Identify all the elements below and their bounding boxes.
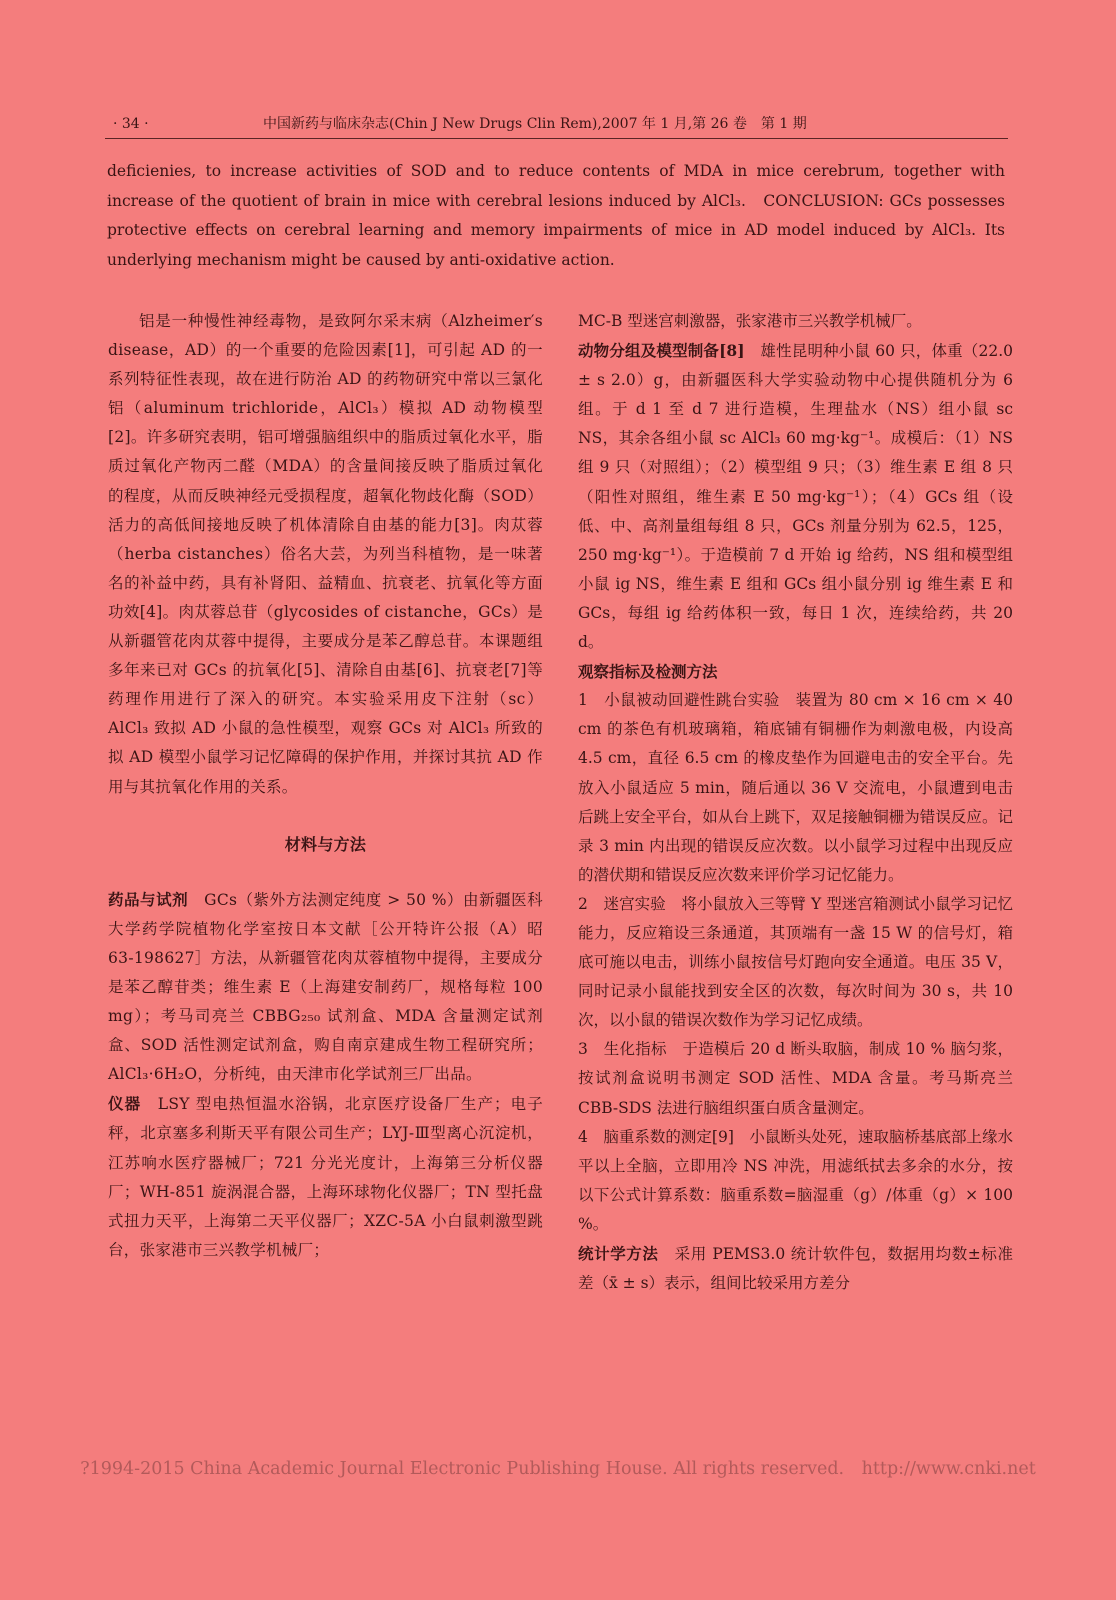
- journal-citation: 中国新药与临床杂志(Chin J New Drugs Clin Rem),2007 年 1 月,第 26 卷 第 1 期: [263, 116, 807, 132]
- item-4-text: 小鼠断头处死，速取脑桥基底部上缘水平以上全脑，立即用冷 NS 冲洗，用滤纸拭去多余的水分，按以下公式计算系数：脑重系数=脑湿重（g）/体重（g）× 100 %。: [578, 1127, 1013, 1233]
- statistics-paragraph: [578, 1239, 1013, 1298]
- animals-text: 雄性昆明种小鼠 60 只，体重（22.0 ± s 2.0）g，由新疆医科大学实验动物中心提供随机分为 6 组。于 d 1 至 d 7 进行造模，生理盐水（NS）组小鼠 sc NS，其余各组小鼠 sc AlCl₃ 60 mg·kg⁻¹。成模后：（1）NS 组 9 只（对照组）；（2）模型组 9 只；（3）维生素 E 组 8 只（阳性对照组，维生素 E 50 mg·kg⁻¹）；（4）GCs 组（设低、中、高剂量组每组 8 只，GCs 剂量分别为 62.5，125，250 mg·kg⁻¹）。于造模前 7 d 开始 ig 给药，NS 组和模型组小鼠 ig NS，维生素 E 组和 GCs 组小鼠分别 ig 维生素 E 和 GCs，每组 ig 给药体积一致，每日 1 次，连续给药，共 20 d。: [578, 342, 1014, 652]
- item-2-text: 将小鼠放入三等臂 Y 型迷宫箱测试小鼠学习记忆能力，反应箱设三条通道，其顶端有一盏 15 W 的信号灯，箱底可施以电击，训练小鼠按信号灯跑向安全通道。电压 35 V，同时记录小鼠能找到安全区的次数，每次时间为 30 s，共 10 次，以小鼠的错误次数作为学习记忆成绩。: [578, 894, 1013, 1030]
- running-header: [105, 110, 1008, 138]
- page-number: · 34 ·: [113, 116, 149, 132]
- drugs-reagents-paragraph: [108, 885, 543, 1090]
- instruments-paragraph: [108, 1089, 543, 1265]
- statistics-label: 统计学方法: [578, 1244, 659, 1263]
- section-title-materials-methods: 材料与方法: [284, 834, 367, 854]
- item-2-label: 2 迷宫实验: [578, 894, 666, 913]
- observation-heading: 观察指标及检测方法: [578, 662, 718, 682]
- item-3-paragraph: [578, 1035, 1013, 1122]
- statistics-text: 采用 PEMS3.0 统计软件包，数据用均数±标准差（x̄ ± s）表示，组间比较采用方差分: [578, 1245, 1013, 1293]
- copyright-watermark: ?1994-2015 China Academic Journal Electronic Publishing House. All rights reserved. http://www.cnki.net: [80, 1459, 1036, 1479]
- intro-paragraph: 铝是一种慢性神经毒物，是致阿尔采末病（Alzheimer′s disease，AD）的一个重要的危险因素[1]，可引起 AD 的一系列特征性表现，故在进行防治 AD 的药物研究中常以三氯化铝（aluminum trichloride，AlCl₃）模拟 AD 动物模型[2]。许多研究表明，铝可增强脑组织中的脂质过氧化水平，脂质过氧化产物丙二醛（MDA）的含量间接反映了脂质过氧化的程度，从而反映神经元受损程度，超氧化物歧化酶（SOD）活力的高低间接地反映了机体清除自由基的能力[3]。肉苁蓉（herba cistanches）俗名大芸，为列当科植物，是一味著名的补益中药，具有补肾阳、益精血、抗衰老、抗氧化等方面功效[4]。肉苁蓉总苷（glycosides of cistanche，GCs）是从新疆管花肉苁蓉中提得，主要成分是苯乙醇总苷。本课题组多年来已对 GCs 的抗氧化[5]、清除自由基[6]、抗衰老[7]等药理作用进行了深入的研究。本实验采用皮下注射（sc）AlCl₃ 致拟 AD 小鼠的急性模型，观察 GCs 对 AlCl₃ 所致的拟 AD 模型小鼠学习记忆障碍的保护作用，并探讨其抗 AD 作用与其抗氧化作用的关系。: [108, 312, 543, 796]
- drugs-label: 药品与试剂: [108, 889, 189, 909]
- instruments-label: 仪器: [108, 1094, 142, 1114]
- item-4-paragraph: [578, 1123, 1013, 1239]
- instruments-continued: MC-B 型迷宫刺激器，张家港市三兴教学机械厂。: [578, 312, 922, 330]
- left-column: [108, 307, 543, 1265]
- header-rule: [105, 138, 1008, 139]
- item-1-paragraph: [578, 686, 1013, 890]
- drugs-text: GCs（紫外方法测定纯度 > 50 %）由新疆医科大学药学院植物化学室按日本文献［公开特许公报（A）昭 63-198627］方法，从新疆管花肉苁蓉植物中提得，主要成分是苯乙醇苷类；维生素 E（上海建安制药厂，规格每粒 100 mg）；考马司亮兰 CBBG₂₅₀ 试剂盒、MDA 含量测定试剂盒、SOD 活性测定试剂盒，购自南京建成生物工程研究所；AlCl₃·6H₂O，分析纯，由天津市化学试剂三厂出品。: [108, 890, 543, 1084]
- right-column: [578, 307, 1013, 1298]
- item-1-text: 装置为 80 cm × 16 cm × 40 cm 的茶色有机玻璃箱，箱底铺有铜栅作为刺激电极，内设高 4.5 cm，直径 6.5 cm 的橡皮垫作为回避电击的安全平台。先放入小鼠适应 5 min，随后通以 36 V 交流电，小鼠遭到电击后跳上安全平台，如从台上跳下，双足接触铜栅为错误反应。记录 3 min 内出现的错误反应次数。以小鼠学习过程中出现反应的潜伏期和错误反应次数来评价学习记忆能力。: [578, 691, 1013, 884]
- english-abstract-tail: deficienies, to increase activities of SOD and to reduce contents of MDA in mice cerebrum, together with increase of the quotient of brain in mice with cerebral lesions induced by AlCl₃. CONCLUSION: GCs possesses protective effects on cerebral learning and memory impairments of mice in AD model induced by AlCl₃. Its underlying mechanism might be caused by anti-oxidative action.: [107, 162, 1005, 269]
- animals-label: 动物分组及模型制备[8]: [578, 341, 745, 361]
- item-4-label: 4 脑重系数的测定[9]: [578, 1127, 734, 1146]
- item-3-label: 3 生化指标: [578, 1040, 667, 1059]
- item-1-label: 1 小鼠被动回避性跳台实验: [578, 691, 780, 710]
- item-2-paragraph: [578, 890, 1013, 1035]
- instruments-text: LSY 型电热恒温水浴锅，北京医疗设备厂生产；电子秤，北京塞多利斯天平有限公司生产；LYJ-Ⅲ型离心沉淀机，江苏响水医疗器械厂；721 分光光度计，上海第三分析仪器厂；WH-851 旋涡混合器，上海环球物化仪器厂；TN 型托盘式扭力天平，上海第二天平仪器厂；XZC-5A 小白鼠刺激型跳台，张家港市三兴教学机械厂；: [108, 1095, 544, 1259]
- animals-paragraph: [578, 336, 1013, 657]
- item-3-text: 于造模后 20 d 断头取脑，制成 10 % 脑匀浆，按试剂盒说明书测定 SOD 活性、MDA 含量。考马斯亮兰 CBB-SDS 法进行脑组织蛋白质含量测定。: [578, 1040, 1013, 1117]
